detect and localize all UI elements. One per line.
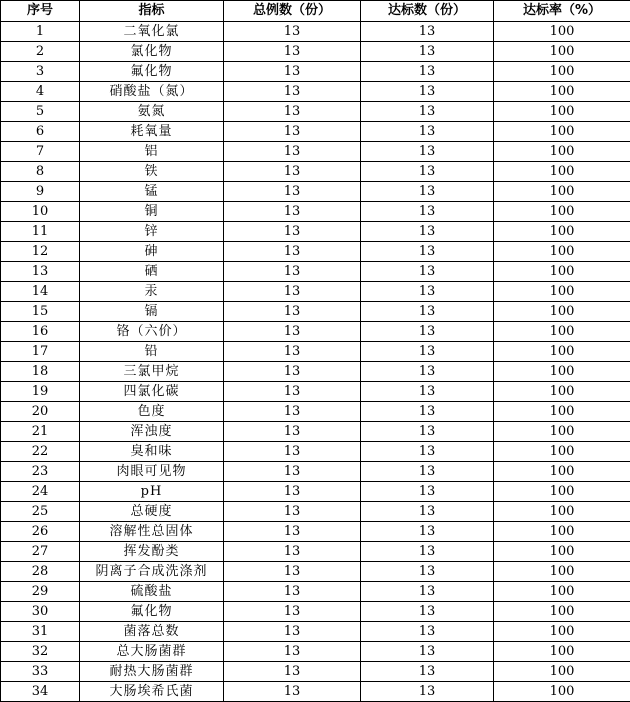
- cell-total-count: 13: [224, 682, 361, 702]
- cell-indicator: 铝: [80, 142, 224, 162]
- cell-total-count: 13: [224, 222, 361, 242]
- table-row: [1, 682, 630, 702]
- cell-total-count: 13: [224, 142, 361, 162]
- cell-indicator: 菌落总数: [80, 622, 224, 642]
- cell-pass-rate: 100: [494, 22, 630, 42]
- table-row: [1, 322, 630, 342]
- cell-pass-rate: 100: [494, 482, 630, 502]
- cell-pass-count: 13: [361, 382, 494, 402]
- table-row: [1, 542, 630, 562]
- cell-indicator: 氯化物: [80, 42, 224, 62]
- table-row: [1, 82, 630, 102]
- cell-pass-rate: 100: [494, 342, 630, 362]
- cell-indicator: pH: [80, 482, 224, 502]
- header-total-count: 总例数（份）: [224, 1, 361, 22]
- cell-indicator: 氨氮: [80, 102, 224, 122]
- cell-indicator: 四氯化碳: [80, 382, 224, 402]
- cell-index: 30: [1, 602, 80, 622]
- cell-index: 31: [1, 622, 80, 642]
- cell-total-count: 13: [224, 522, 361, 542]
- cell-index: 23: [1, 462, 80, 482]
- table-row: [1, 142, 630, 162]
- cell-index: 11: [1, 222, 80, 242]
- cell-pass-count: 13: [361, 562, 494, 582]
- cell-pass-count: 13: [361, 142, 494, 162]
- cell-total-count: 13: [224, 602, 361, 622]
- table-row: [1, 382, 630, 402]
- cell-index: 18: [1, 362, 80, 382]
- header-index: 序号: [1, 1, 80, 22]
- cell-pass-count: 13: [361, 22, 494, 42]
- cell-total-count: 13: [224, 662, 361, 682]
- table-row: [1, 22, 630, 42]
- cell-pass-rate: 100: [494, 642, 630, 662]
- table-row: [1, 242, 630, 262]
- cell-index: 10: [1, 202, 80, 222]
- cell-indicator: 镉: [80, 302, 224, 322]
- cell-pass-count: 13: [361, 282, 494, 302]
- cell-total-count: 13: [224, 562, 361, 582]
- cell-pass-rate: 100: [494, 62, 630, 82]
- cell-indicator: 三氯甲烷: [80, 362, 224, 382]
- cell-indicator: 阴离子合成洗涤剂: [80, 562, 224, 582]
- cell-total-count: 13: [224, 122, 361, 142]
- cell-index: 28: [1, 562, 80, 582]
- cell-pass-rate: 100: [494, 662, 630, 682]
- cell-total-count: 13: [224, 382, 361, 402]
- cell-index: 6: [1, 122, 80, 142]
- cell-total-count: 13: [224, 162, 361, 182]
- cell-indicator: 挥发酚类: [80, 542, 224, 562]
- cell-pass-count: 13: [361, 622, 494, 642]
- cell-total-count: 13: [224, 462, 361, 482]
- cell-indicator: 砷: [80, 242, 224, 262]
- cell-pass-count: 13: [361, 602, 494, 622]
- cell-pass-count: 13: [361, 302, 494, 322]
- cell-index: 13: [1, 262, 80, 282]
- table-row: [1, 562, 630, 582]
- table-row: [1, 442, 630, 462]
- cell-total-count: 13: [224, 242, 361, 262]
- table-row: [1, 582, 630, 602]
- cell-total-count: 13: [224, 642, 361, 662]
- table-row: [1, 642, 630, 662]
- cell-indicator: 浑浊度: [80, 422, 224, 442]
- cell-total-count: 13: [224, 442, 361, 462]
- cell-total-count: 13: [224, 102, 361, 122]
- cell-pass-rate: 100: [494, 242, 630, 262]
- cell-pass-count: 13: [361, 222, 494, 242]
- cell-total-count: 13: [224, 342, 361, 362]
- cell-total-count: 13: [224, 62, 361, 82]
- table-row: [1, 342, 630, 362]
- table-row: [1, 222, 630, 242]
- cell-pass-rate: 100: [494, 622, 630, 642]
- cell-indicator: 硒: [80, 262, 224, 282]
- cell-pass-count: 13: [361, 162, 494, 182]
- table-row: [1, 182, 630, 202]
- cell-index: 3: [1, 62, 80, 82]
- cell-pass-count: 13: [361, 582, 494, 602]
- cell-indicator: 总硬度: [80, 502, 224, 522]
- cell-index: 17: [1, 342, 80, 362]
- cell-pass-count: 13: [361, 102, 494, 122]
- cell-pass-rate: 100: [494, 282, 630, 302]
- cell-total-count: 13: [224, 302, 361, 322]
- cell-index: 20: [1, 402, 80, 422]
- table-row: [1, 422, 630, 442]
- table-row: [1, 262, 630, 282]
- table-row: [1, 622, 630, 642]
- cell-pass-rate: 100: [494, 82, 630, 102]
- table-row: [1, 602, 630, 622]
- cell-total-count: 13: [224, 422, 361, 442]
- cell-indicator: 汞: [80, 282, 224, 302]
- cell-total-count: 13: [224, 22, 361, 42]
- cell-index: 19: [1, 382, 80, 402]
- cell-pass-rate: 100: [494, 422, 630, 442]
- cell-index: 24: [1, 482, 80, 502]
- cell-pass-rate: 100: [494, 122, 630, 142]
- cell-pass-rate: 100: [494, 182, 630, 202]
- header-pass-count: 达标数（份）: [361, 1, 494, 22]
- cell-pass-count: 13: [361, 662, 494, 682]
- cell-index: 4: [1, 82, 80, 102]
- cell-total-count: 13: [224, 542, 361, 562]
- cell-pass-rate: 100: [494, 382, 630, 402]
- cell-pass-rate: 100: [494, 602, 630, 622]
- table-row: [1, 282, 630, 302]
- table-header-row: [1, 1, 630, 22]
- cell-indicator: 铬（六价）: [80, 322, 224, 342]
- cell-indicator: 硫酸盐: [80, 582, 224, 602]
- cell-pass-rate: 100: [494, 142, 630, 162]
- header-indicator: 指标: [80, 1, 224, 22]
- cell-index: 34: [1, 682, 80, 702]
- cell-index: 16: [1, 322, 80, 342]
- cell-pass-count: 13: [361, 542, 494, 562]
- cell-indicator: 大肠埃希氏菌: [80, 682, 224, 702]
- cell-pass-count: 13: [361, 462, 494, 482]
- cell-pass-rate: 100: [494, 582, 630, 602]
- cell-pass-count: 13: [361, 402, 494, 422]
- cell-indicator: 溶解性总固体: [80, 522, 224, 542]
- cell-index: 1: [1, 22, 80, 42]
- header-pass-rate: 达标率（%）: [494, 1, 630, 22]
- cell-pass-rate: 100: [494, 302, 630, 322]
- cell-indicator: 铁: [80, 162, 224, 182]
- cell-index: 21: [1, 422, 80, 442]
- table-row: [1, 62, 630, 82]
- table-row: [1, 122, 630, 142]
- cell-pass-count: 13: [361, 322, 494, 342]
- table-row: [1, 42, 630, 62]
- cell-indicator: 总大肠菌群: [80, 642, 224, 662]
- cell-pass-count: 13: [361, 262, 494, 282]
- table-row: [1, 482, 630, 502]
- cell-pass-rate: 100: [494, 362, 630, 382]
- cell-pass-count: 13: [361, 42, 494, 62]
- cell-pass-count: 13: [361, 182, 494, 202]
- cell-pass-count: 13: [361, 422, 494, 442]
- cell-index: 27: [1, 542, 80, 562]
- cell-index: 22: [1, 442, 80, 462]
- cell-pass-count: 13: [361, 442, 494, 462]
- cell-pass-count: 13: [361, 82, 494, 102]
- cell-total-count: 13: [224, 402, 361, 422]
- cell-indicator: 锰: [80, 182, 224, 202]
- cell-indicator: 硝酸盐（氮）: [80, 82, 224, 102]
- table-row: [1, 362, 630, 382]
- cell-indicator: 肉眼可见物: [80, 462, 224, 482]
- cell-indicator: 臭和味: [80, 442, 224, 462]
- cell-pass-rate: 100: [494, 402, 630, 422]
- cell-total-count: 13: [224, 322, 361, 342]
- table-body: [1, 22, 630, 702]
- table-row: [1, 202, 630, 222]
- cell-pass-count: 13: [361, 202, 494, 222]
- cell-index: 32: [1, 642, 80, 662]
- cell-total-count: 13: [224, 622, 361, 642]
- cell-total-count: 13: [224, 262, 361, 282]
- table-row: [1, 302, 630, 322]
- cell-pass-count: 13: [361, 502, 494, 522]
- cell-total-count: 13: [224, 502, 361, 522]
- cell-pass-rate: 100: [494, 682, 630, 702]
- cell-pass-rate: 100: [494, 502, 630, 522]
- cell-index: 29: [1, 582, 80, 602]
- cell-index: 33: [1, 662, 80, 682]
- cell-index: 8: [1, 162, 80, 182]
- cell-index: 9: [1, 182, 80, 202]
- cell-pass-rate: 100: [494, 322, 630, 342]
- cell-indicator: 锌: [80, 222, 224, 242]
- cell-indicator: 耐热大肠菌群: [80, 662, 224, 682]
- cell-pass-count: 13: [361, 122, 494, 142]
- cell-index: 5: [1, 102, 80, 122]
- table-row: [1, 502, 630, 522]
- cell-pass-count: 13: [361, 522, 494, 542]
- table-row: [1, 462, 630, 482]
- cell-indicator: 色度: [80, 402, 224, 422]
- table-row: [1, 402, 630, 422]
- cell-pass-count: 13: [361, 242, 494, 262]
- cell-total-count: 13: [224, 582, 361, 602]
- table-row: [1, 662, 630, 682]
- cell-pass-rate: 100: [494, 222, 630, 242]
- cell-total-count: 13: [224, 202, 361, 222]
- cell-pass-count: 13: [361, 362, 494, 382]
- cell-total-count: 13: [224, 182, 361, 202]
- cell-total-count: 13: [224, 362, 361, 382]
- cell-pass-rate: 100: [494, 562, 630, 582]
- cell-index: 15: [1, 302, 80, 322]
- cell-pass-rate: 100: [494, 262, 630, 282]
- cell-pass-rate: 100: [494, 542, 630, 562]
- cell-index: 25: [1, 502, 80, 522]
- cell-total-count: 13: [224, 282, 361, 302]
- cell-index: 2: [1, 42, 80, 62]
- cell-total-count: 13: [224, 482, 361, 502]
- cell-pass-rate: 100: [494, 42, 630, 62]
- cell-pass-rate: 100: [494, 202, 630, 222]
- cell-indicator: 铅: [80, 342, 224, 362]
- cell-pass-count: 13: [361, 682, 494, 702]
- cell-indicator: 氟化物: [80, 62, 224, 82]
- cell-pass-rate: 100: [494, 522, 630, 542]
- cell-index: 7: [1, 142, 80, 162]
- cell-indicator: 铜: [80, 202, 224, 222]
- cell-pass-count: 13: [361, 342, 494, 362]
- table-row: [1, 522, 630, 542]
- table-row: [1, 162, 630, 182]
- cell-pass-count: 13: [361, 482, 494, 502]
- cell-pass-rate: 100: [494, 162, 630, 182]
- cell-total-count: 13: [224, 82, 361, 102]
- cell-indicator: 二氧化氯: [80, 22, 224, 42]
- cell-index: 12: [1, 242, 80, 262]
- cell-index: 26: [1, 522, 80, 542]
- cell-indicator: 氟化物: [80, 602, 224, 622]
- table-row: [1, 102, 630, 122]
- cell-pass-count: 13: [361, 642, 494, 662]
- cell-indicator: 耗氧量: [80, 122, 224, 142]
- cell-pass-rate: 100: [494, 102, 630, 122]
- cell-pass-rate: 100: [494, 462, 630, 482]
- cell-index: 14: [1, 282, 80, 302]
- cell-total-count: 13: [224, 42, 361, 62]
- cell-pass-count: 13: [361, 62, 494, 82]
- cell-pass-rate: 100: [494, 442, 630, 462]
